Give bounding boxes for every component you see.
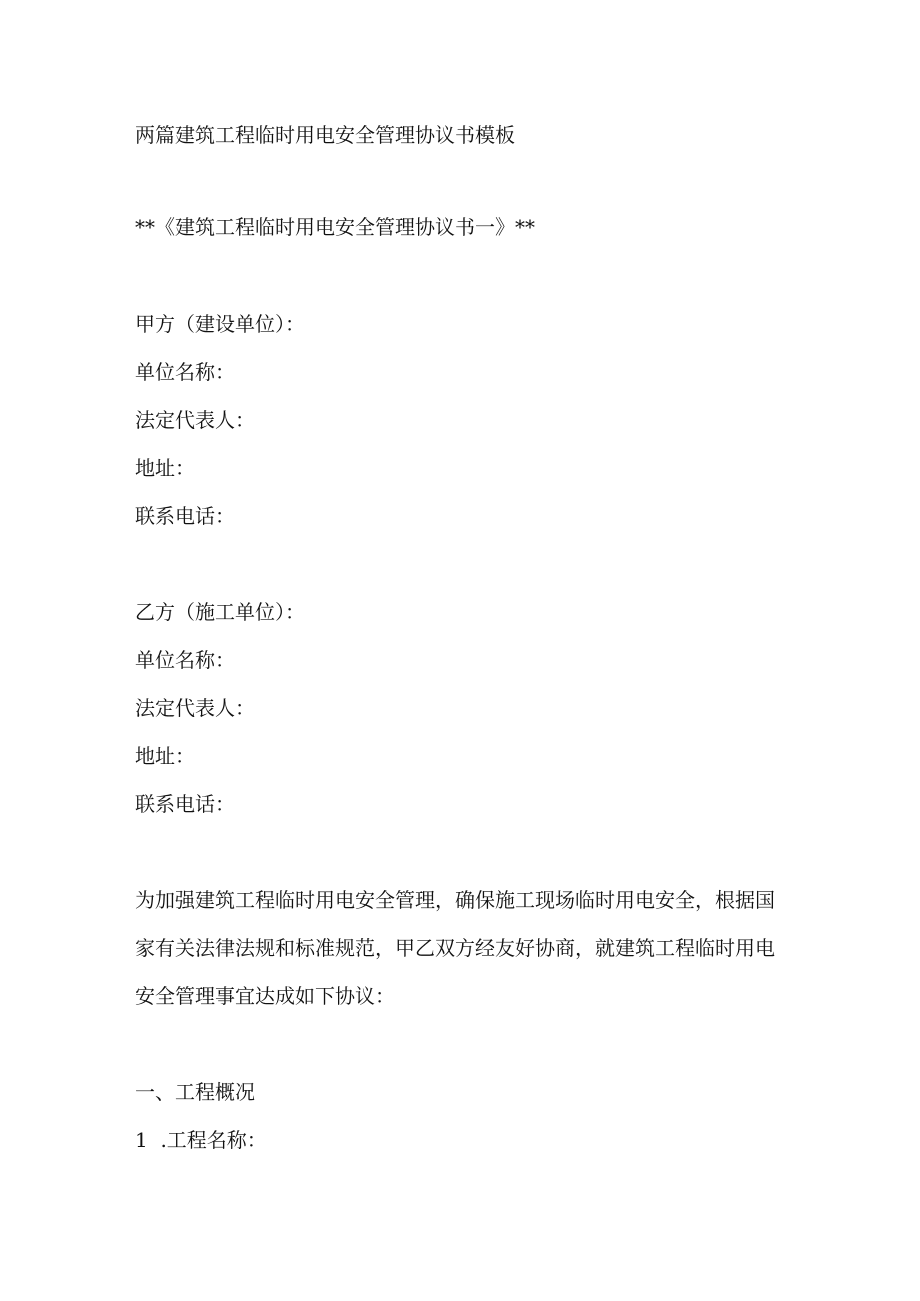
document-subtitle: **《建筑工程临时用电安全管理协议书一》** [135,215,535,239]
party-b-unit-name: 单位名称： [135,648,235,672]
party-a-phone: 联系电话： [135,504,235,528]
intro-paragraph-line: 为加强建筑工程临时用电安全管理，确保施工现场临时用电安全，根据国 [135,888,775,912]
document-title: 两篇建筑工程临时用电安全管理协议书模板 [135,123,515,147]
party-b-legal-rep: 法定代表人： [135,696,255,720]
section-1-heading: 一、工程概况 [135,1080,255,1104]
party-b-address: 地址： [135,744,195,768]
party-a-address: 地址： [135,456,195,480]
intro-paragraph-line: 家有关法律法规和标准规范，甲乙双方经友好协商，就建筑工程临时用电 [135,936,775,960]
party-a-heading: 甲方（建设单位）： [135,312,305,336]
party-a-legal-rep: 法定代表人： [135,408,255,432]
section-1-item-1: 1 .工程名称： [135,1128,267,1152]
party-a-unit-name: 单位名称： [135,360,235,384]
party-b-phone: 联系电话： [135,792,235,816]
intro-paragraph-line: 安全管理事宜达成如下协议： [135,984,395,1008]
party-b-heading: 乙方（施工单位）： [135,600,305,624]
